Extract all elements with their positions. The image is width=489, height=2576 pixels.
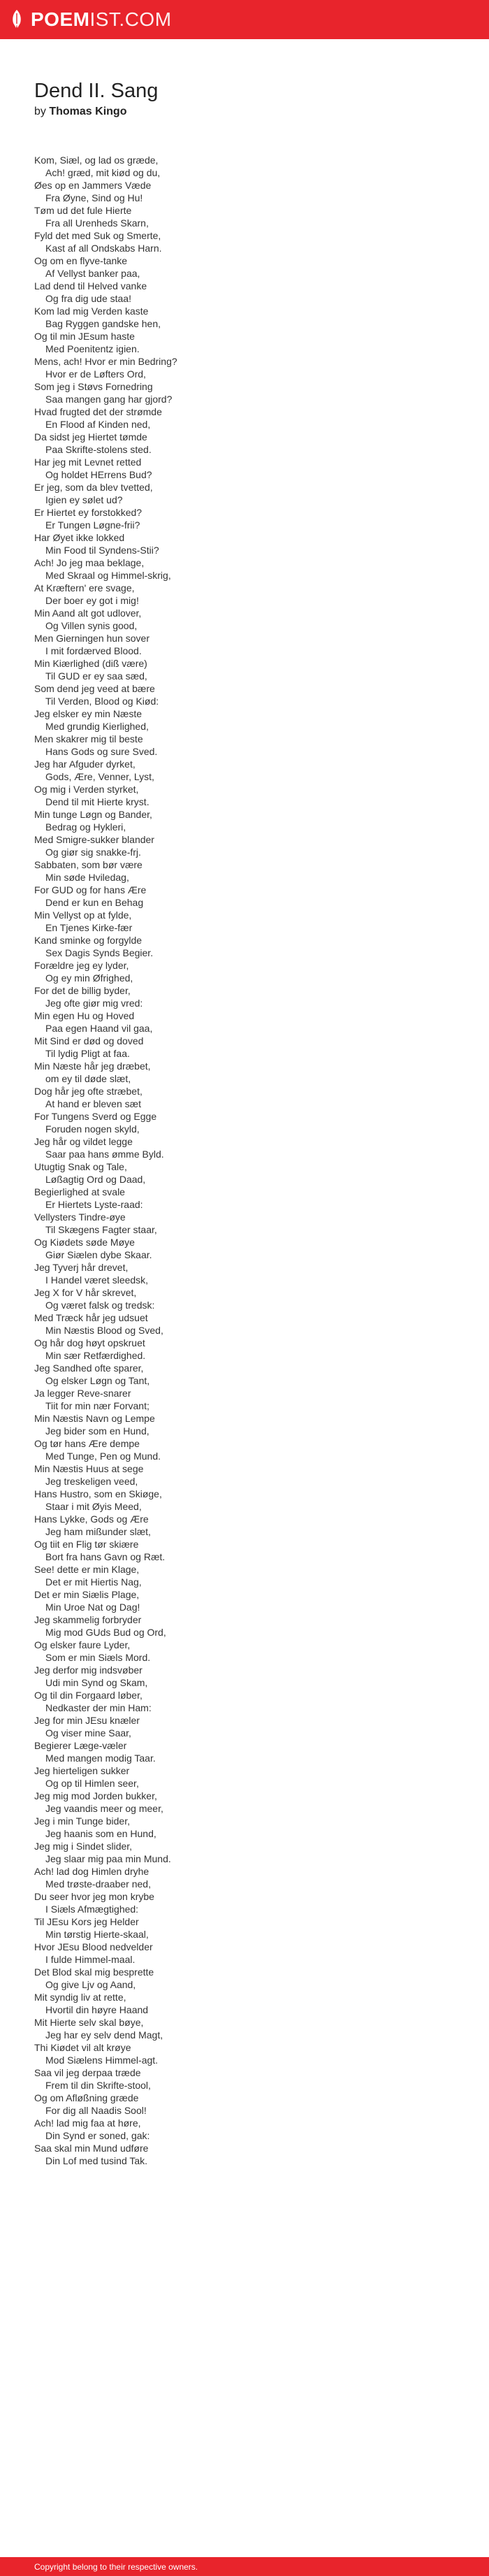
- byline-prefix: by: [34, 106, 46, 117]
- poem-line: Begierer Læge-væler: [34, 1740, 127, 1751]
- poem-line: Hvortil din høyre Haand: [45, 2004, 149, 2015]
- poem-line: Min Næstis Blood og Sved,: [45, 1325, 163, 1336]
- poem-line: Hans Lykke, Gods og Ære: [34, 1513, 149, 1525]
- poem-line: Og giør sig snakke-frj.: [45, 847, 141, 858]
- poem-line: Jeg skammelig forbryder: [34, 1614, 142, 1625]
- poem-line: Med Skraal og Himmel-skrig,: [45, 570, 171, 581]
- poem-line: Staar i mit Øyis Meed,: [45, 1501, 142, 1512]
- poem-line: Fyld det med Suk og Smerte,: [34, 230, 161, 241]
- poem-line: Og Villen synis good,: [45, 620, 138, 631]
- poem-line: Jeg bider som en Hund,: [45, 1425, 149, 1437]
- poem-line: Er Hiertet ey forstokked?: [34, 507, 143, 518]
- poem-line: Dog hår jeg ofte stræbet,: [34, 1086, 143, 1097]
- poem-line: Kom, Siæl, og lad os græde,: [34, 154, 159, 166]
- copyright-text: Copyright belong to their respective owners.: [34, 2562, 198, 2572]
- poem-line: Ach! lad mig faa at høre,: [34, 2117, 141, 2129]
- poem-line: Saa mangen gang har gjord?: [45, 394, 173, 405]
- poem-line: Thi Kiødet vil alt krøye: [34, 2042, 131, 2053]
- poem-line: Sabbaten, som bør være: [34, 859, 143, 870]
- poem-line: Og Kiødets søde Møye: [34, 1237, 135, 1248]
- poem-line: Min tørstig Hierte-skaal,: [45, 1929, 149, 1940]
- poem-header: [34, 78, 453, 119]
- poem-line: See! dette er min Klage,: [34, 1564, 140, 1575]
- poem-line: Til GUD er ey saa sæd,: [45, 670, 147, 682]
- poem-line: Har jeg mit Levnet retted: [34, 456, 142, 468]
- poem-line: Det er mit Hiertis Nag,: [45, 1576, 142, 1588]
- poem-line: Ach! Jo jeg maa beklage,: [34, 557, 145, 568]
- poem-line: Foruden nogen skyld,: [45, 1123, 140, 1135]
- poem-line: Kand sminke og forgylde: [34, 935, 143, 946]
- author-name[interactable]: Thomas Kingo: [49, 106, 127, 117]
- poem-line: Der boer ey got i mig!: [45, 595, 139, 606]
- poem-line: Og mig i Verden styrket,: [34, 784, 139, 795]
- poem-line: Igien ey sølet ud?: [45, 494, 123, 505]
- logo-text-bold: POEM: [31, 8, 90, 30]
- poem-body: [34, 154, 467, 2167]
- poem-line: Hans Gods og sure Sved.: [45, 746, 158, 757]
- poem-line: Til JEsu Kors jeg Helder: [34, 1916, 139, 1927]
- poem-line: Og til min JEsum haste: [34, 331, 135, 342]
- poem-line: I Handel været sleedsk,: [45, 1274, 149, 1286]
- poem-line: Jeg Tyverj hår drevet,: [34, 1262, 129, 1273]
- poem-line: Og til din Forgaard løber,: [34, 1690, 143, 1701]
- poem-line: Med Tunge, Pen og Mund.: [45, 1451, 161, 1462]
- poem-line: Mit Hierte selv skal bøye,: [34, 2017, 144, 2028]
- poem-line: Med Smigre-sukker blander: [34, 834, 154, 845]
- poem-line: Din Synd er soned, gak:: [45, 2130, 150, 2141]
- poem-line: Jeg har ey selv dend Magt,: [45, 2029, 163, 2041]
- poem-line: Til Verden, Blood og Kiød:: [45, 696, 159, 707]
- poem-line: Og ey min Øfrighed,: [45, 972, 133, 984]
- poem-line: Og elsker faure Lyder,: [34, 1639, 131, 1650]
- poem-line: Min sær Retfærdighed.: [45, 1350, 146, 1361]
- site-footer: [0, 2557, 489, 2576]
- poem-line: Øes op en Jammers Væde: [34, 180, 152, 191]
- poem-line: Min Aand alt got udlover,: [34, 607, 142, 619]
- poem-line: Mit Sind er død og doved: [34, 1035, 144, 1046]
- poem-line: Hvad frugted det der strømde: [34, 406, 162, 417]
- poem-line: Men Gierningen hun sover: [34, 633, 149, 644]
- poem-line: Min Kiærlighed (diß være): [34, 658, 147, 669]
- poem-line: Og været falsk og tredsk:: [45, 1300, 155, 1311]
- poem-line: For GUD og for hans Ære: [34, 884, 147, 895]
- poem-line: Min Næstis Navn og Lempe: [34, 1413, 155, 1424]
- poem-title: Dend II. Sang: [34, 80, 159, 102]
- poem-line: Tøm ud det fule Hierte: [34, 205, 132, 216]
- poem-line: Nedkaster der min Ham:: [45, 1702, 152, 1713]
- poem-line: Som jeg i Støvs Fornedring: [34, 381, 153, 392]
- poem-line: Jeg treskeligen veed,: [45, 1476, 138, 1487]
- poem-line: Jeg haanis som en Hund,: [45, 1828, 156, 1839]
- poem-line: Fra Øyne, Sind og Hu!: [45, 192, 143, 203]
- poem-line: I mit fordærved Blood.: [45, 645, 142, 656]
- poem-line: Paa egen Haand vil gaa,: [45, 1023, 153, 1034]
- poem-line: Jeg hår og vildet legge: [34, 1136, 133, 1147]
- poem-line: Og fra dig ude staa!: [45, 293, 131, 304]
- poem-line: Jeg har Afguder dyrket,: [34, 758, 136, 770]
- poem-line: Min tunge Løgn og Bander,: [34, 809, 152, 820]
- poem-line: Dend til mit Hierte kryst.: [45, 796, 149, 807]
- poem-line: Med Træck hår jeg udsuet: [34, 1312, 148, 1323]
- poem-line: Jeg mig i Sindet slider,: [34, 1841, 133, 1852]
- poem-line: Jeg X for V hår skrevet,: [34, 1287, 137, 1298]
- poem-line: Men skakrer mig til beste: [34, 733, 143, 744]
- poem-line: Fra all Urenheds Skarn,: [45, 217, 149, 229]
- poem-line: Utugtig Snak og Tale,: [34, 1161, 127, 1172]
- poem-line: Jeg derfor mig indsvøber: [34, 1664, 143, 1676]
- poem-line: Det Blod skal mig besprette: [34, 1966, 154, 1978]
- poem-line: Og tiit en Flig tør skiære: [34, 1539, 139, 1550]
- poem-line: Min Næstis Huus at sege: [34, 1463, 144, 1474]
- poem-line: Med Poenitentz igien.: [45, 343, 140, 354]
- poem-line: Mig mod GUds Bud og Ord,: [45, 1627, 166, 1638]
- poem-line: Ach! lad dog Himlen dryhe: [34, 1866, 149, 1877]
- poem-line: Bag Ryggen gandske hen,: [45, 318, 161, 329]
- poem-line: Saa skal min Mund udføre: [34, 2143, 149, 2154]
- poem-line: Paa Skrifte-stolens sted.: [45, 444, 152, 455]
- poem-line: Det er min Siælis Plage,: [34, 1589, 140, 1600]
- poem-line: Kom lad mig Verden kaste: [34, 305, 149, 317]
- poem-line: Da sidst jeg Hiertet tømde: [34, 431, 147, 442]
- poem-line: Med trøste-draaber ned,: [45, 1878, 151, 1890]
- poem-line: Udi min Synd og Skam,: [45, 1677, 148, 1688]
- poem-line: Er Tungen Løgne-frii?: [45, 519, 140, 531]
- poem-line: Hvor er de Løfters Ord,: [45, 368, 146, 380]
- poem-line: Saar paa hans ømme Byld.: [45, 1149, 164, 1160]
- poem-line: Løßagtig Ord og Daad,: [45, 1174, 146, 1185]
- poem-byline: [34, 105, 453, 119]
- poem-line: Og op til Himlen seer,: [45, 1778, 139, 1789]
- poem-line: Tiit for min nær Forvant;: [45, 1400, 149, 1411]
- poem-line: At hand er bleven sæt: [45, 1098, 141, 1109]
- poem-line: Dend er kun en Behag: [45, 897, 144, 908]
- poem-line: Jeg Sandhed ofte sparer,: [34, 1362, 144, 1374]
- poem-line: Er Hiertets Lyste-raad:: [45, 1199, 143, 1210]
- poem-line: Bort fra hans Gavn og Ræt.: [45, 1551, 166, 1562]
- poem-line: Mod Siælens Himmel-agt.: [45, 2055, 159, 2066]
- poem-line: Og om Afløßning græde: [34, 2092, 139, 2103]
- poem-line: Min Uroe Nat og Dag!: [45, 1602, 140, 1613]
- poem-line: At Kræftern' ere svage,: [34, 582, 135, 593]
- poem-line: Sex Dagis Synds Begier.: [45, 947, 154, 958]
- poem-line: Min Vellyst op at fylde,: [34, 909, 132, 921]
- poem-line: Og holdet HErrens Bud?: [45, 469, 152, 480]
- poem-line: Min Food til Syndens-Stii?: [45, 545, 159, 556]
- poem-line: Min egen Hu og Hoved: [34, 1010, 135, 1021]
- poem-line: Og elsker Løgn og Tant,: [45, 1375, 150, 1386]
- poem-line: Hans Hustro, som en Skiøge,: [34, 1488, 162, 1499]
- poem-line: I fulde Himmel-maal.: [45, 1954, 136, 1965]
- poem-line: En Tjenes Kirke-fær: [45, 922, 133, 933]
- poem-line: Med grundig Kierlighed,: [45, 721, 149, 732]
- poem-line: Din Lof med tusind Tak.: [45, 2155, 148, 2166]
- poem-line: Og viser mine Saar,: [45, 1727, 131, 1739]
- poem-line: Jeg for min JEsu knæler: [34, 1715, 140, 1726]
- poem-line: I Siæls Afmægtighed:: [45, 1904, 139, 1915]
- poem-line: Jeg slaar mig paa min Mund.: [45, 1853, 171, 1864]
- site-header: [0, 0, 489, 39]
- poem-line: Jeg mig mod Jorden bukker,: [34, 1790, 157, 1801]
- poem-line: Bedrag og Hykleri,: [45, 821, 126, 833]
- poem-line: Du seer hvor jeg mon krybe: [34, 1891, 154, 1902]
- site-logo[interactable]: [10, 7, 172, 32]
- quill-pen-icon: [10, 9, 24, 30]
- poem-line: Og om en flyve-tanke: [34, 255, 128, 266]
- poem-line: Hvor JEsu Blood nedvelder: [34, 1941, 153, 1952]
- poem-line: Jeg ham mißunder slæt,: [45, 1526, 151, 1537]
- poem-line: om ey til døde slæt,: [45, 1073, 131, 1084]
- poem-line: En Flood af Kinden ned,: [45, 419, 151, 430]
- poem-line: Som dend jeg veed at bære: [34, 683, 155, 694]
- poem-line: Mit syndig liv at rette,: [34, 1992, 126, 2003]
- poem-line: Mens, ach! Hvor er min Bedring?: [34, 356, 177, 367]
- poem-line: Min Næste hår jeg dræbet,: [34, 1060, 151, 1072]
- poem-line: Som er min Siæls Mord.: [45, 1652, 151, 1663]
- poem-line: Forældre jeg ey lyder,: [34, 960, 129, 971]
- poem-line: For dig all Naadis Sool!: [45, 2105, 147, 2116]
- poem-line: Er jeg, som da blev tvetted,: [34, 482, 153, 493]
- poem-line: Med mangen modig Taar.: [45, 1753, 156, 1764]
- poem-line: Til lydig Pligt at faa.: [45, 1048, 130, 1059]
- poem-line: Jeg hierteligen sukker: [34, 1765, 130, 1776]
- poem-line: Af Vellyst banker paa,: [45, 268, 140, 279]
- poem-line: Jeg ofte giør mig vred:: [45, 998, 143, 1009]
- poem-line: Kast af all Ondskabs Harn.: [45, 243, 162, 254]
- poem-line: Begierlighed at svale: [34, 1186, 125, 1197]
- poem-line: Frem til din Skrifte-stool,: [45, 2080, 151, 2091]
- poem-line: Lad dend til Helved vanke: [34, 280, 147, 292]
- poem-line: Og hår dog høyt opskruet: [34, 1337, 145, 1348]
- poem-line: Vellysters Tindre-øye: [34, 1211, 126, 1223]
- poem-line: Gods, Ære, Venner, Lyst,: [45, 771, 154, 782]
- poem-line: Til Skægens Fagter staar,: [45, 1224, 157, 1235]
- poem-line: Jeg elsker ey min Næste: [34, 708, 143, 719]
- poem-line: Ja legger Reve-snarer: [34, 1388, 131, 1399]
- poem-line: Ach! græd, mit kiød og du,: [45, 167, 161, 178]
- poem-line: For det de billig byder,: [34, 985, 131, 996]
- poem-line: Jeg vaandis meer og meer,: [45, 1803, 163, 1814]
- poem-line: Og tør hans Ære dempe: [34, 1438, 140, 1449]
- poem-line: Jeg i min Tunge bider,: [34, 1815, 130, 1827]
- logo-text-domain: IST.COM: [89, 8, 172, 30]
- poem-line: Og give Ljv og Aand,: [45, 1979, 136, 1990]
- poem-line: Har Øyet ikke lokked: [34, 532, 125, 543]
- poem-line: Giør Siælen dybe Skaar.: [45, 1249, 152, 1260]
- poem-line: For Tungens Sverd og Egge: [34, 1111, 157, 1122]
- poem-line: Min søde Hviledag,: [45, 872, 129, 883]
- poem-line: Saa vil jeg derpaa træde: [34, 2067, 141, 2078]
